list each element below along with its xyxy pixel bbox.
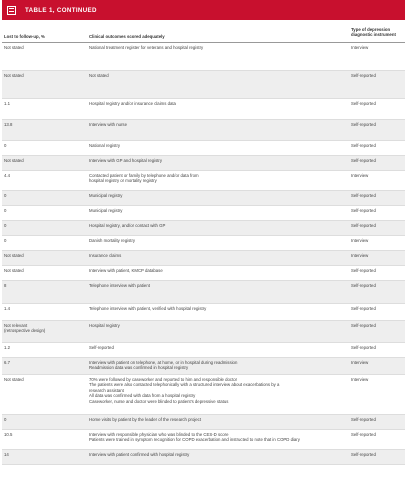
cell-depression-instrument: Self-reported xyxy=(351,143,376,148)
cell-text: Interview with nurse xyxy=(89,122,127,127)
cell-text: 70% were followed by caseworker and reported to him and responsible doctor xyxy=(89,377,238,382)
cell-clinical-outcomes xyxy=(87,45,349,70)
cell-depression-instrument: Self-reported xyxy=(351,223,376,228)
cell-depression-instrument: Self-reported xyxy=(351,345,376,350)
cell-clinical-outcomes xyxy=(87,193,349,205)
cell-lost-to-follow-up xyxy=(2,101,87,119)
cell-clinical-outcomes xyxy=(87,101,349,119)
cell-text: Municipal registry xyxy=(89,193,123,198)
cell-text: 1.2 xyxy=(4,345,10,350)
cell-clinical-outcomes xyxy=(87,253,349,265)
cell-depression-instrument: Self-reported xyxy=(351,323,376,328)
cell-text: 6.7 xyxy=(4,360,10,365)
cell-text: Hospital registry xyxy=(89,323,120,328)
cell-lost-to-follow-up xyxy=(2,345,87,357)
table-body xyxy=(2,43,405,465)
table-title: TABLE 1, CONTINUED xyxy=(25,6,97,14)
cell-lost-to-follow-up xyxy=(2,452,87,464)
table-row xyxy=(2,281,405,304)
table-row xyxy=(2,71,405,99)
cell-text: 0 xyxy=(4,223,7,228)
cell-lost-to-follow-up xyxy=(2,268,87,280)
cell-text: 0 xyxy=(4,193,7,198)
cell-depression-instrument: Self-reported xyxy=(351,158,376,163)
cell-text: Caseworker, nurse and doctor were blinded to patient's depressive status xyxy=(89,398,229,404)
cell-clinical-outcomes xyxy=(87,432,349,449)
table-row xyxy=(2,266,405,281)
cell-text: Patients were trained in symptom recognition for COPD exacerbation and instructed to note that in COPD diary xyxy=(89,437,300,443)
cell-text: 4.4 xyxy=(4,173,10,178)
cell-clinical-outcomes xyxy=(87,306,349,320)
cell-lost-to-follow-up xyxy=(2,158,87,170)
cell-lost-to-follow-up xyxy=(2,122,87,140)
cell-clinical-outcomes xyxy=(87,173,349,190)
table-row xyxy=(2,304,405,321)
header-depression-instrument xyxy=(351,27,396,38)
cell-clinical-outcomes xyxy=(87,268,349,280)
cell-text: Hospital registry and/or insurance claims data xyxy=(89,101,176,106)
cell-text: 0 xyxy=(4,417,7,422)
cell-text: National registry xyxy=(89,143,121,148)
table-row xyxy=(2,236,405,251)
table-row xyxy=(2,206,405,221)
cell-depression-instrument: Self-reported xyxy=(351,122,376,127)
cell-clinical-outcomes xyxy=(87,377,349,414)
cell-clinical-outcomes xyxy=(87,158,349,170)
cell-text: Home visits by patient by the leader of the research project xyxy=(89,417,202,422)
cell-text: Municipal registry xyxy=(89,208,123,213)
cell-text: 0 xyxy=(4,238,7,243)
table-row xyxy=(2,375,405,415)
cell-text: Not stated xyxy=(4,45,24,50)
cell-text: Danish mortality registry xyxy=(89,238,136,243)
cell-clinical-outcomes xyxy=(87,417,349,429)
cell-text: research assistant xyxy=(89,387,124,393)
cell-lost-to-follow-up xyxy=(2,253,87,265)
cell-text: Not stated xyxy=(89,73,109,78)
cell-text: 0 xyxy=(4,208,7,213)
cell-depression-instrument: Self-reported xyxy=(351,73,376,78)
table-row xyxy=(2,358,405,375)
cell-depression-instrument: Interview xyxy=(351,377,369,382)
cell-depression-instrument: Self-reported xyxy=(351,208,376,213)
cell-depression-instrument: Self-reported xyxy=(351,283,376,288)
cell-lost-to-follow-up xyxy=(2,432,87,449)
cell-clinical-outcomes xyxy=(87,283,349,303)
header-lost-to-follow-up: Lost to follow-up, % xyxy=(4,34,45,39)
cell-clinical-outcomes xyxy=(87,452,349,464)
cell-text: Not stated xyxy=(4,73,24,78)
cell-text: Telephone interview with patient, verified with hospital registry xyxy=(89,306,207,311)
cell-lost-to-follow-up xyxy=(2,73,87,98)
cell-depression-instrument: Self-reported xyxy=(351,193,376,198)
cell-lost-to-follow-up xyxy=(2,173,87,190)
cell-depression-instrument: Interview xyxy=(351,238,369,243)
cell-lost-to-follow-up xyxy=(2,323,87,342)
cell-lost-to-follow-up xyxy=(2,377,87,414)
cell-lost-to-follow-up xyxy=(2,208,87,220)
cell-clinical-outcomes xyxy=(87,238,349,250)
table-row xyxy=(2,321,405,343)
cell-text: Hospital registry, and/or contact with GP xyxy=(89,223,166,228)
cell-lost-to-follow-up xyxy=(2,223,87,235)
cell-clinical-outcomes xyxy=(87,122,349,140)
header-type-line-2: diagnostic instrument xyxy=(351,32,396,38)
cell-text: hospital registry or mortality registry xyxy=(89,178,157,184)
cell-clinical-outcomes xyxy=(87,73,349,98)
cell-text: Interview with patient, KMCP database xyxy=(89,268,163,273)
table-banner xyxy=(2,0,405,20)
cell-clinical-outcomes xyxy=(87,223,349,235)
cell-text: (retrospective design) xyxy=(4,328,46,334)
cell-depression-instrument: Interview xyxy=(351,45,369,50)
cell-text: Self-reported xyxy=(89,345,114,350)
cell-text: 14 xyxy=(4,452,9,457)
cell-text: 13.8 xyxy=(4,122,13,127)
cell-depression-instrument: Interview xyxy=(351,360,369,365)
table-row xyxy=(2,43,405,71)
table-header xyxy=(2,20,405,43)
cell-lost-to-follow-up xyxy=(2,143,87,155)
cell-text: Interview with patient confirmed with hospital registry xyxy=(89,452,190,457)
table-row xyxy=(2,99,405,120)
cell-lost-to-follow-up xyxy=(2,238,87,250)
cell-text: Readmission data was confirmed in hospital registry xyxy=(89,365,189,371)
cell-text: The patients were also contacted telephonically with a structured interview about exacerbations by a xyxy=(89,382,280,388)
table-row xyxy=(2,251,405,266)
cell-text: Not stated xyxy=(4,268,24,273)
cell-text: Insurance claims xyxy=(89,253,122,258)
header-type-line-1: Type of depression xyxy=(351,27,391,32)
table-row xyxy=(2,221,405,236)
cell-depression-instrument: Interview xyxy=(351,253,369,258)
cell-clinical-outcomes xyxy=(87,323,349,342)
cell-text: Not stated xyxy=(4,253,24,258)
cell-clinical-outcomes xyxy=(87,143,349,155)
cell-text: 0 xyxy=(4,143,7,148)
cell-lost-to-follow-up xyxy=(2,193,87,205)
cell-text: Not relevant xyxy=(4,323,28,328)
cell-depression-instrument: Self-reported xyxy=(351,452,376,457)
cell-text: Contacted patient or family by telephone and/or data from xyxy=(89,173,199,178)
table-icon xyxy=(7,6,16,15)
table-row xyxy=(2,141,405,156)
cell-depression-instrument: Interview xyxy=(351,173,369,178)
header-clinical-outcomes: Clinical outcomes scored adequately xyxy=(89,34,165,39)
cell-lost-to-follow-up xyxy=(2,417,87,429)
cell-text: All data was confirmed with data from a hospital registry xyxy=(89,393,196,399)
cell-clinical-outcomes xyxy=(87,360,349,374)
cell-text: Interview with patient on telephone, at home, or in hospital during readmission xyxy=(89,360,238,365)
cell-text: 1.4 xyxy=(4,306,10,311)
table-row xyxy=(2,171,405,191)
cell-lost-to-follow-up xyxy=(2,45,87,70)
table-row xyxy=(2,156,405,171)
table-row xyxy=(2,343,405,358)
table-row xyxy=(2,120,405,141)
cell-depression-instrument: Self-reported xyxy=(351,101,376,106)
cell-text: 8 xyxy=(4,283,7,288)
cell-text: Interview with GP and hospital registry xyxy=(89,158,163,163)
cell-text: Telephone interview with patient xyxy=(89,283,150,288)
cell-lost-to-follow-up xyxy=(2,306,87,320)
cell-text: National treatment register for veterans and hospital registry xyxy=(89,45,204,50)
cell-depression-instrument: Self-reported xyxy=(351,306,376,311)
cell-text: Interview with responsible physician who was blinded to the CES-D score xyxy=(89,432,229,437)
table-row xyxy=(2,430,405,450)
cell-depression-instrument: Self-reported xyxy=(351,432,376,437)
cell-depression-instrument: Self-reported xyxy=(351,417,376,422)
table-row xyxy=(2,450,405,465)
cell-text: 10.5 xyxy=(4,432,13,437)
cell-clinical-outcomes xyxy=(87,345,349,357)
cell-text: Not stated xyxy=(4,377,24,382)
cell-lost-to-follow-up xyxy=(2,283,87,303)
table-row xyxy=(2,415,405,430)
cell-depression-instrument: Self-reported xyxy=(351,268,376,273)
cell-text: 1.1 xyxy=(4,101,10,106)
table-row xyxy=(2,191,405,206)
cell-text: Not stated xyxy=(4,158,24,163)
cell-lost-to-follow-up xyxy=(2,360,87,374)
cell-clinical-outcomes xyxy=(87,208,349,220)
